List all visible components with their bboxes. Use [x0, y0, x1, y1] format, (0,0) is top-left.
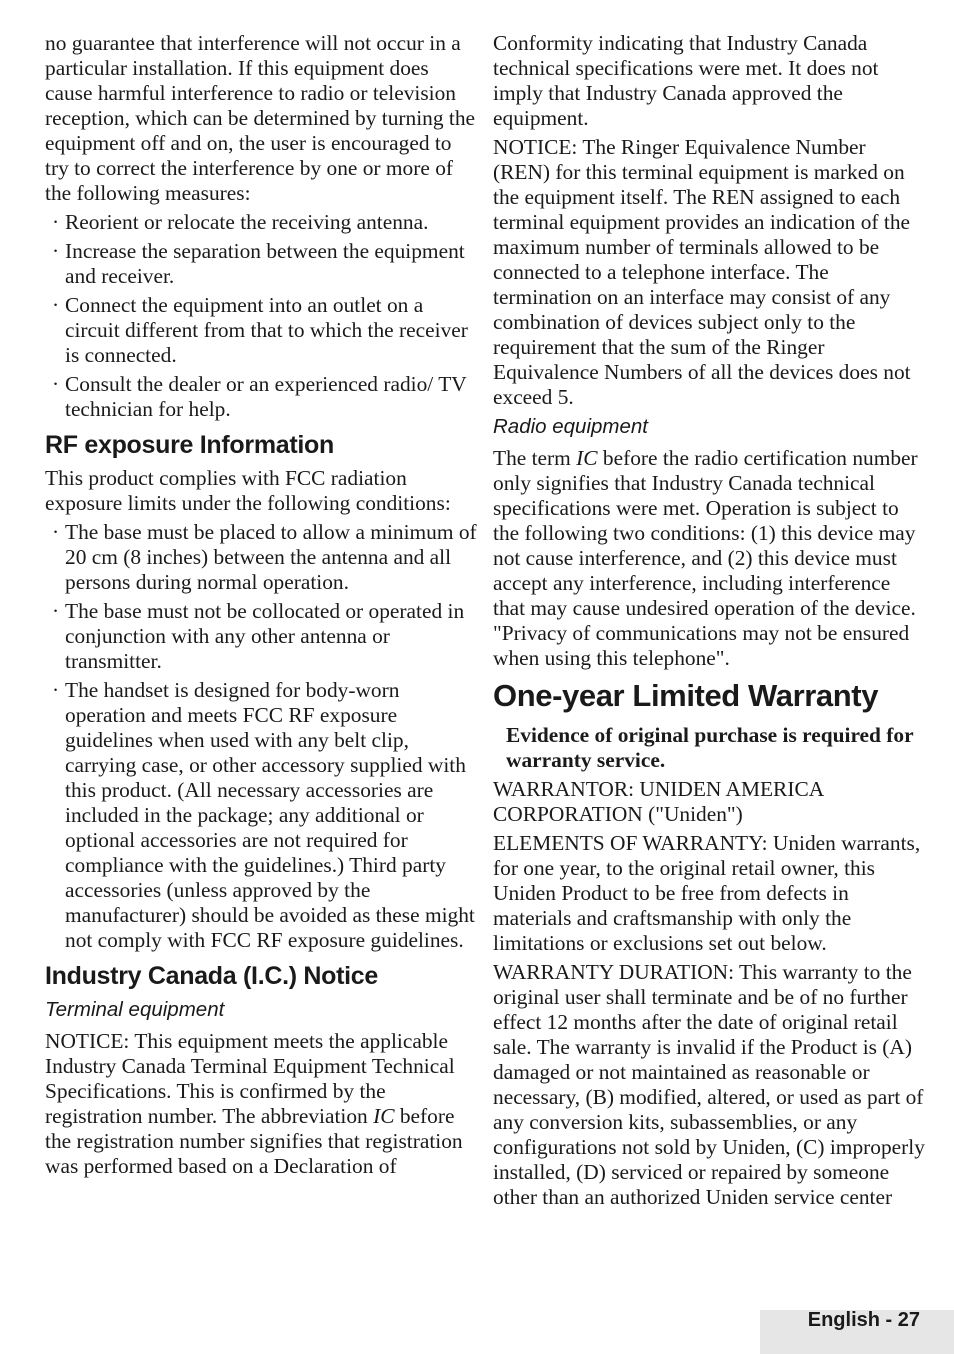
bullet-icon: ·: [52, 599, 60, 623]
terminal-notice: NOTICE: This equipment meets the applicable Industry Canada Terminal Equipment Technical Specifications. This is confirmed by the registration number. The abbreviation IC before the registration number signifies that registration was performed based on a Declaration of: [45, 1029, 463, 1178]
list-item: · The base must not be collocated or operated in conjunction with any other antenna or transmitter.: [52, 599, 465, 673]
evidence-note: Evidence of original purchase is required for warranty service.: [506, 723, 914, 772]
list-item: · The base must be placed to allow a minimum of 20 cm (8 inches) between the antenna and all persons during normal operation.: [52, 520, 477, 594]
duration-text: WARRANTY DURATION: This warranty to the original user shall terminate and be of no further effect 12 months after the date of original retail sale. The warranty is invalid if the Product is (A) damaged or not maintained as reasonable or necessary, (B) modified, altered, or used as part of any conversion kits, subassemblies, or any configurations not sold by Uniden, (C) improperly installed, (D) serviced or repaired by someone other than an authorized Uniden service center: [493, 960, 925, 1209]
radio-text: The term IC before the radio certification number only signifies that Industry Canada technical specifications were met. Operation is subject to the following two conditions: (1) this device may not cause interference, and (2) this device must accept any interference, including interference that may cause undesired operation of the device. "Privacy of communications may not be ensured when using this telephone".: [493, 446, 918, 670]
bullet-icon: ·: [52, 293, 60, 317]
list-item: · Consult the dealer or an experienced radio/ TV technician for help.: [52, 372, 467, 421]
rf-exposure-heading: RF exposure Information: [45, 431, 334, 459]
radio-equipment-subheading: Radio equipment: [493, 415, 648, 438]
ren-notice: NOTICE: The Ringer Equivalence Number (REN) for this terminal equipment is marked on the equipment itself. The REN assigned to each terminal equipment provides an indication of the maximum number of terminals allowed to be connected to a telephone interface. The termination on an interface may consist of any combination of devices subject only to the requirement that the sum of the Ringer Equivalence Numbers of all the devices does not exceed 5.: [493, 135, 911, 409]
list-item: · Connect the equipment into an outlet on a circuit different from that to which the receiver is connected.: [52, 293, 468, 367]
list-item: · The handset is designed for body-worn operation and meets FCC RF exposure guidelines when used with any belt clip, carrying case, or other accessory supplied with this product. (All necessary accessories are included in the package; any additional or optional accessories are not required for compliance with the guidelines.) Third party accessories (unless approved by the manufacturer) should be avoided as these might not comply with FCC RF exposure guidelines.: [52, 678, 475, 952]
bullet-icon: ·: [52, 210, 60, 234]
page-number: English - 27: [807, 1309, 920, 1331]
warrantor-text: WARRANTOR: UNIDEN AMERICA CORPORATION ("Uniden"): [493, 777, 823, 826]
elements-text: ELEMENTS OF WARRANTY: Uniden warrants, for one year, to the original retail owner, this Uniden Product to be free from defects in materials and craftsmanship with only the limitations or exclusions set out below.: [493, 831, 921, 955]
terminal-equipment-subheading: Terminal equipment: [45, 998, 225, 1021]
bullet-icon: ·: [52, 520, 60, 544]
conformity-text: Conformity indicating that Industry Canada technical specifications were met. It does not imply that Industry Canada approved the equipment.: [493, 31, 879, 130]
warranty-heading: One-year Limited Warranty: [493, 678, 879, 713]
left-column: [45, 31, 477, 1183]
industry-canada-heading: Industry Canada (I.C.) Notice: [45, 962, 379, 990]
list-item: · Reorient or relocate the receiving antenna.: [52, 210, 429, 234]
interference-intro: no guarantee that interference will not occur in a particular installation. If this equipment does cause harmful interference to radio or television reception, which can be determined by turning the equipment off and on, the user is encouraged to try to correct the interference by one or more of the following measures:: [45, 31, 476, 205]
bullet-icon: ·: [52, 372, 60, 396]
rf-intro: This product complies with FCC radiation exposure limits under the following conditions:: [45, 466, 451, 515]
bullet-icon: ·: [52, 239, 60, 263]
page-number-footer: [760, 1310, 954, 1354]
list-item: · Increase the separation between the equipment and receiver.: [52, 239, 465, 288]
right-column: [493, 31, 925, 1214]
bullet-icon: ·: [52, 678, 60, 702]
